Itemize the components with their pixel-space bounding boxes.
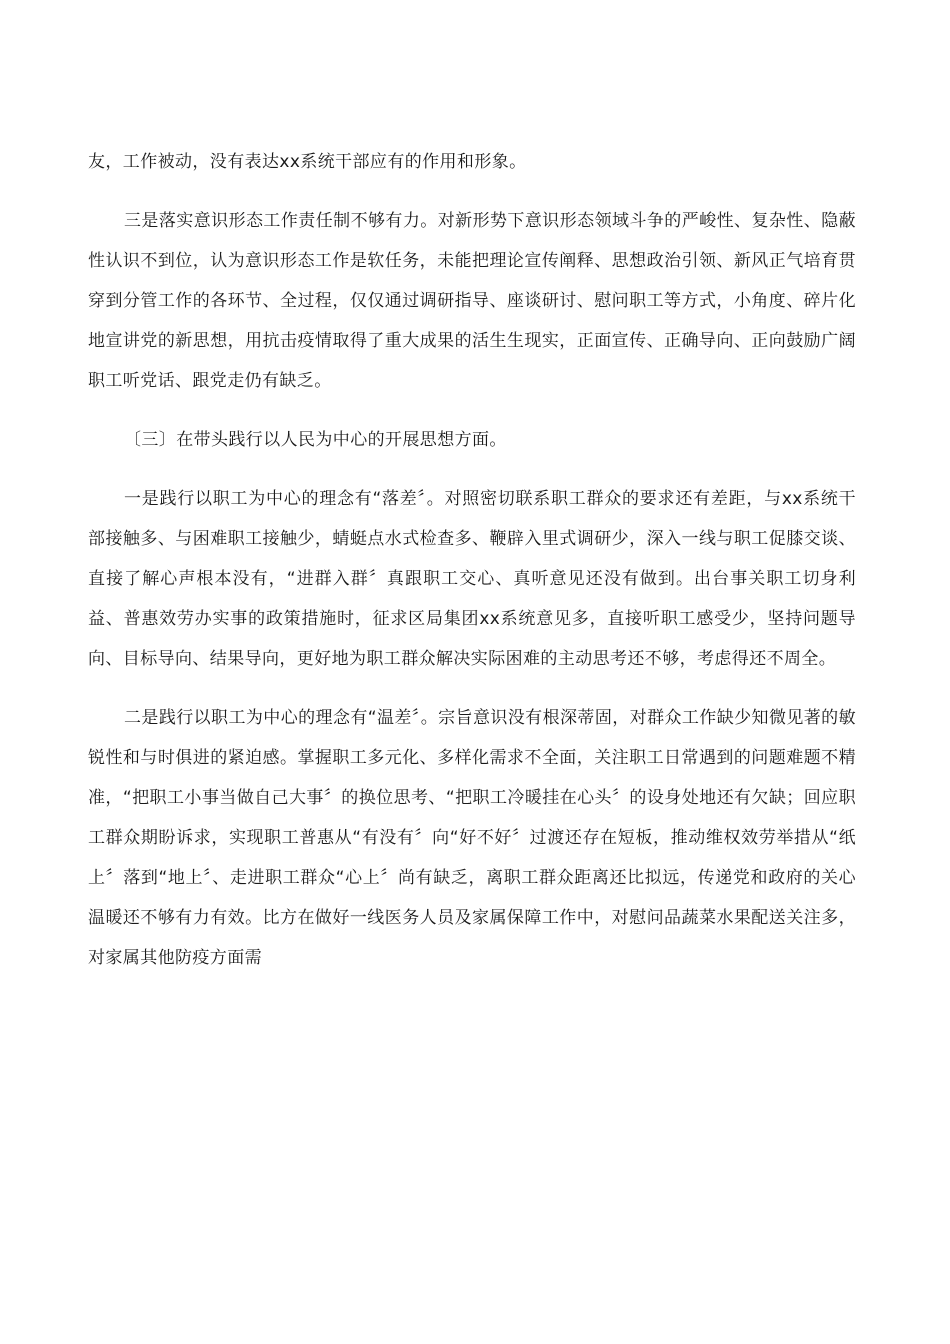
paragraph-warmth-gap: 二是践行以职工为中心的理念有“温差〞。宗旨意识没有根深蒂固，对群众工作缺少知微见著的敏锐性和与时俱进的紧迫感。掌握职工多元化、多样化需求不全面，关注职工日常遇到的问题难题不精准，“把职工小事当做自己大事〞的换位思考、“把职工冷暖挂在心头〞的设身处地还有欠缺；回应职工群众期盼诉求，实现职工普惠从“有没有〞向“好不好〞过渡还存在短板，推动维权效劳举措从“纸上〞落到“地上〞、走进职工群众“心上〞尚有缺乏，离职工群众距离还比拟远，传递党和政府的关心温暖还不够有力有效。比方在做好一线医务人员及家属保障工作中，对慰问品蔬菜水果配送关注多，对家属其他防疫方面需 [88, 708, 856, 968]
document-body [88, 142, 856, 997]
paragraph-gap-in-practice: 一是践行以职工为中心的理念有“落差〞。对照密切联系职工群众的要求还有差距，与xx系统干部接触多、与困难职工接触少，蜻蜓点水式检查多、鞭辟入里式调研少，深入一线与职工促膝交谈、直接了解心声根本没有，“进群入群〞真跟职工交心、真听意见还没有做到。出台事关职工切身利益、普惠效劳办实事的政策措施时，征求区局集团xx系统意见多，直接听职工感受少，坚持问题导向、目标导向、结果导向，更好地为职工群众解决实际困难的主动思考还不够，考虑得还不周全。 [88, 489, 856, 669]
paragraph-ideology-responsibility: 三是落实意识形态工作责任制不够有力。对新形势下意识形态领域斗争的严峻性、复杂性、隐蔽性认识不到位，认为意识形态工作是软任务，未能把理论宣传阐释、思想政治引领、新风正气培育贯穿到分管工作的各环节、全过程，仅仅通过调研指导、座谈研讨、慰问职工等方式，小角度、碎片化地宣讲党的新思想，用抗击疫情取得了重大成果的活生生现实，正面宣传、正确导向、正向鼓励广阔职工听党话、跟党走仍有缺乏。 [88, 211, 856, 391]
paragraph-continuation: 友，工作被动，没有表达xx系统干部应有的作用和形象。 [88, 152, 527, 172]
section-heading-people-centered: 〔三〕在带头践行以人民为中心的开展思想方面。 [124, 430, 507, 450]
